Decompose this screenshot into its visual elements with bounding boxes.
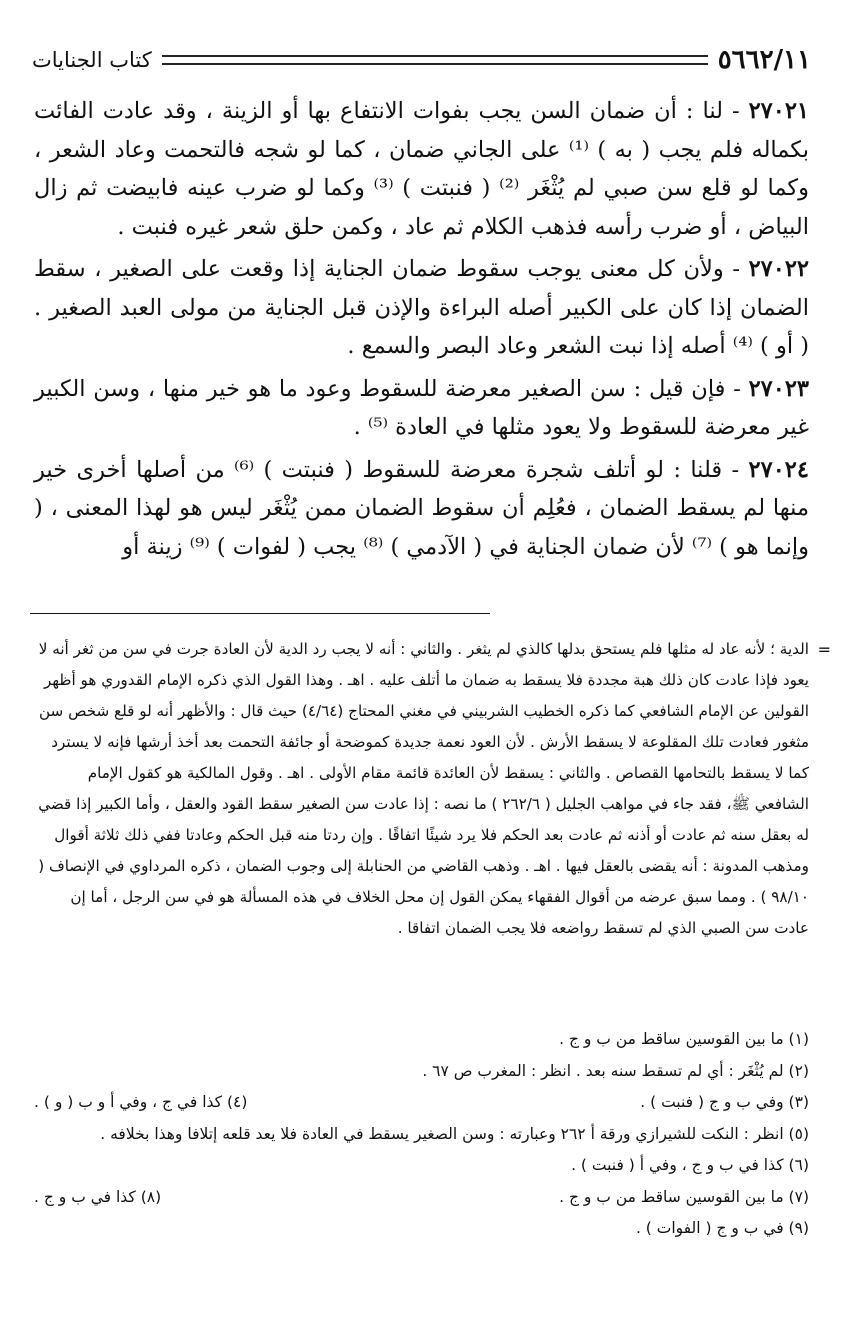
footnote-text: الدية ؛ لأنه عاد له مثلها فلم يستحق بدلها كالذي لم يثغر . والثاني : أنه لا يجب رد الدية لأن العادة جرت في سن من ثغر أنه لا يعود فإذا عادت كان ذلك هبة مجددة فلا يسقط به ضمان ما أتلف عليه . اهـ . وهذا القول الذي ذكره الإمام القدوري هو أظهر القولين عن الإمام الشافعي كما ذكره الخطيب الشربيني في مغني المحتاج (٤/٦٤) حيث قال : والأظهر أنه لو قلع شخص سن مثغور فعادت تلك المقلوعة لا يسقط الأرش . لأن العود نعمة جديدة كموضحة أو جائفة التحمت بعد أخذ أرشها فإنه لا يسترد كما لا يسقط بالتحامها القصاص . والثاني : يسقط لأن العائدة قائمة مقام الأولى . اهـ . وقول المالكية هو كقول الإمام الشافعي ﷺ، فقد جاء في مواهب الجليل ( ٢٦٢/٦ ) ما نصه : إذا عادت سن الصغير سقط القود والعقل ، وأما الكبير إذا قضي له بعقل سنه ثم عادت أو أذنه ثم عادت بعد الحكم فلا يرد شيئًا اتفاقًا . وإن ردتا منه قبل الحكم وعادتا ففي ذلك ثلاثة أقوال ومذهب المدونة : أنه يقضى بالعقل فيها . اهـ . وذهب القاضي من الحنابلة إلى وجوب الضمان ، ذكره المرداوي في الإنصاف ( ٩٨/١٠ ) . ومما سبق عرضه من أقوال الفقهاء يمكن القول إن محل الخلاف في هذه المسألة هو في سن الرجل ، أما إن عادت سن الصبي الذي لم تسقط رواضعه فلا يجب الضمان اتفاقا . [38,640,809,937]
paragraph-number: ٢٧٠٢١ [748,98,809,124]
book-title: كتاب الجنايات [32,48,152,72]
paragraph-number: ٢٧٠٢٣ [748,375,809,402]
paragraph [34,250,809,366]
paragraph-text: - فإن قيل : سن الصغير معرضة للسقوط وعود ما هو خير منها ، وسن الكبير غير معرضة للسقوط ولا يعود مثلها في العادة ⁽⁵⁾ . [34,375,809,440]
footnote-item: (٢) لم يُثْغَر : أي لم تسقط سنه بعد . انظر : المغرب ص ٦٧ . [422,1061,809,1080]
footnote-continued [34,634,809,944]
paragraph [34,92,809,246]
footnote-item: (١) ما بين القوسين ساقط من ب و ج . [559,1030,809,1048]
footnote-item: (٧) ما بين القوسين ساقط من ب و ج . [559,1187,809,1206]
page-header [32,40,811,80]
paragraph-number: ٢٧٠٢٢ [748,256,809,282]
footnote-list [34,1024,809,1245]
footnote-item: (٦) كذا في ب و ج ، وفي أ ( فنبت ) . [571,1156,809,1174]
paragraph-number: ٢٧٠٢٤ [748,456,809,483]
footnote-item: (٤) كذا في ج ، وفي أ و ب ( و ) . [34,1093,248,1111]
paragraph-text: - لنا : أن ضمان السن يجب بفوات الانتفاع بها أو الزينة ، وقد عادت الفائت بكماله فلم يجب ( به ) ⁽¹⁾ على الجاني ضمان ، كما لو شجه فالتحمت وعاد الشعر ، وكما لو قلع سن صبي لم يُثْغَر ⁽²⁾ ( فنبتت ) ⁽³⁾ وكما لو ضرب عينه فابيضت ثم زال البياض ، أو ضرب رأسه فذهب الكلام ثم عاد ، وكمن حلق شعر غيره فنبت . [34,98,809,240]
continuation-marker: = [817,640,831,659]
paragraph [34,451,809,567]
paragraph-text: - ولأن كل معنى يوجب سقوط ضمان الجناية إذا وقعت على الصغير ، سقط الضمان إذا كان على الكبير أصله البراءة والإذن قبل الجناية من مولى العبد الصغير . ( أو ) ⁽⁴⁾ أصله إذا نبت الشعر وعاد البصر والسمع . [34,256,809,359]
footnote-row [34,1182,809,1214]
page-number: ٥٦٦٢/١١ [717,45,811,75]
footnote-item: (٨) كذا في ب و ج . [34,1187,162,1206]
header-rule [162,55,708,65]
footnote-divider [30,613,490,614]
paragraph-text: - قلنا : لو أتلف شجرة معرضة للسقوط ( فنبتت ) ⁽⁶⁾ من أصلها أخرى خير منها لم يسقط الضمان ، فعُلِم أن سقوط الضمان ممن يُثْغَر ليس هو لهذا المعنى ، ( وإنما هو ) ⁽⁷⁾ لأن ضمان الجناية في ( الآدمي ) ⁽⁸⁾ يجب ( لفوات ) ⁽⁹⁾ زينة أو [34,456,809,560]
paragraph [34,370,809,447]
main-text [34,92,809,570]
footnote-row [34,1087,809,1119]
footnote-item: (٣) وفي ب و ج ( فنبت ) . [640,1093,809,1111]
footnote-item: (٥) انظر : النكت للشيرازي ورقة أ ٢٦٢ وعبارته : وسن الصغير يسقط في العادة فلا يعد قلعه إتلافا وهذا بخلافه . [100,1124,809,1143]
footnote-item: (٩) في ب و ج ( الفوات ) . [635,1219,809,1237]
